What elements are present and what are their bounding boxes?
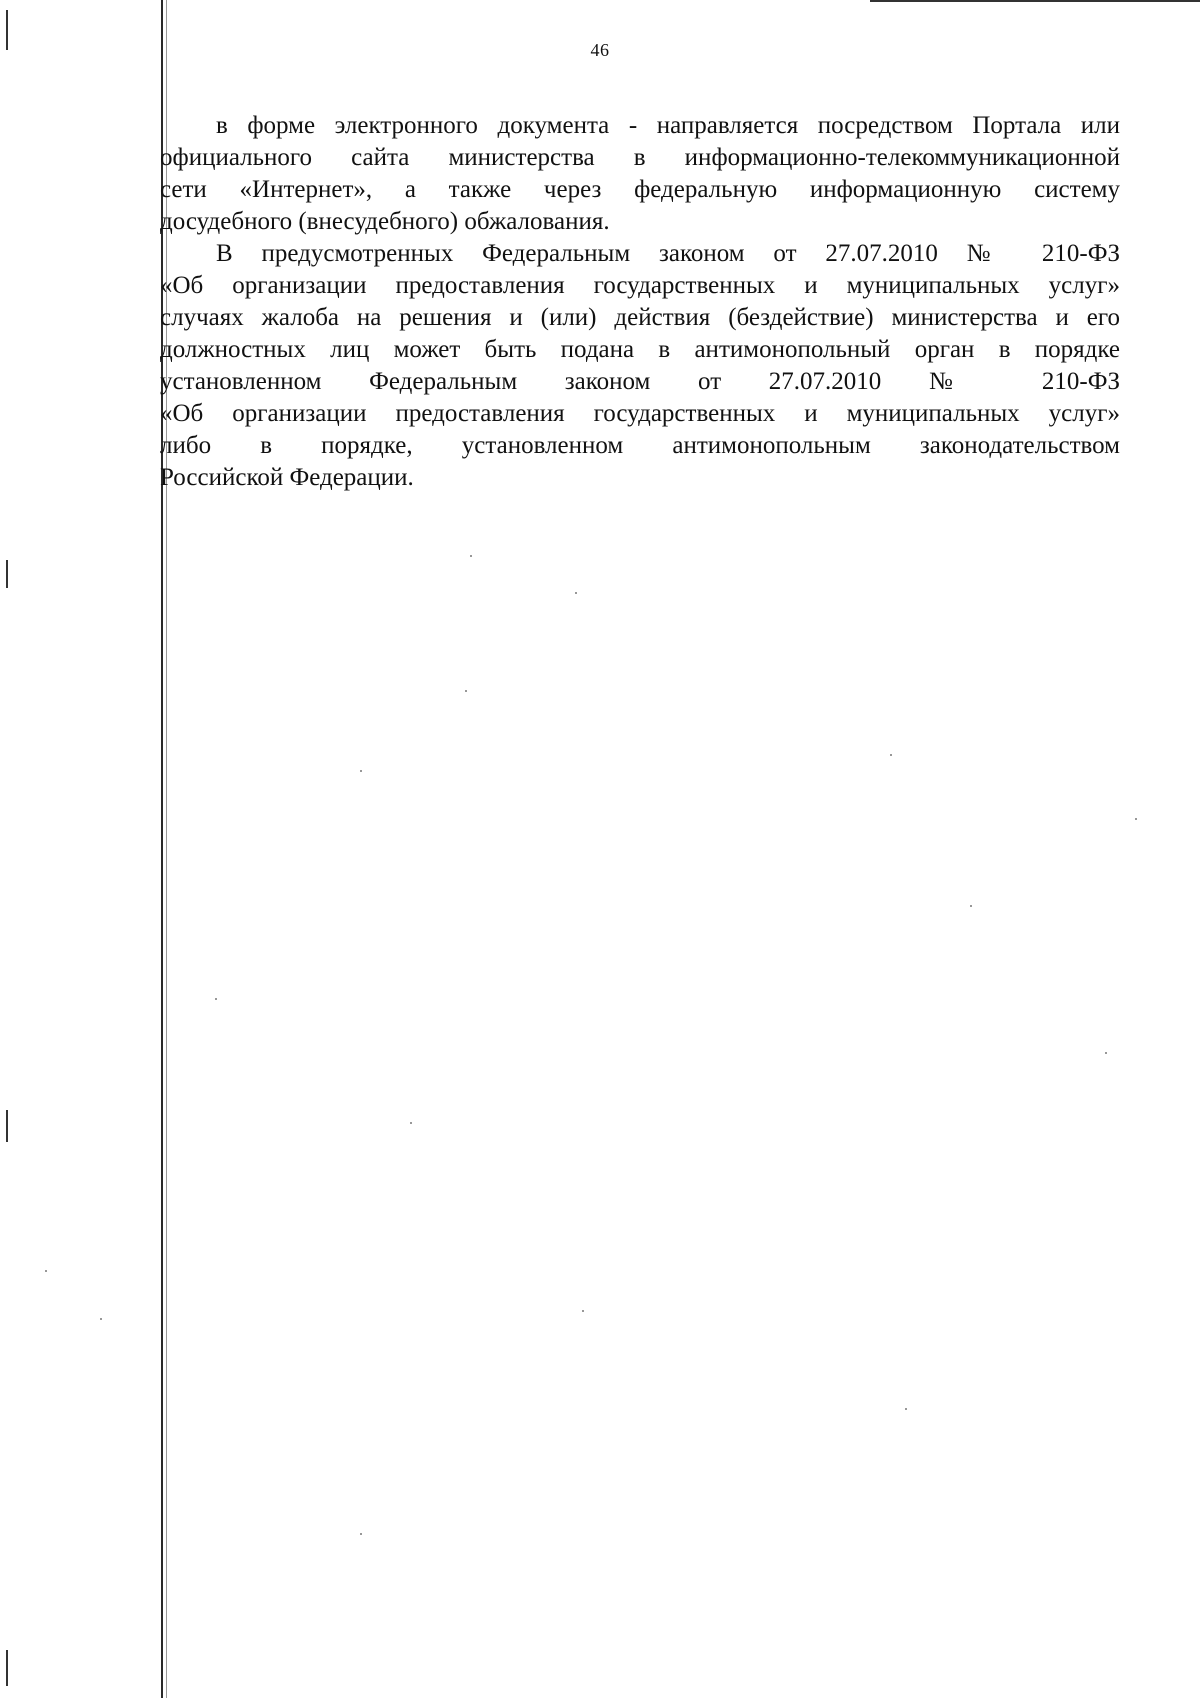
text-line: сети «Интернет», а также через федеральную информационную систему (160, 176, 1120, 203)
page-number: 46 (590, 40, 610, 60)
scan-speck (1105, 1052, 1107, 1054)
scan-speck (890, 754, 892, 756)
scan-speck (215, 998, 217, 1000)
text-line: досудебного (внесудебного) обжалования. (160, 208, 610, 235)
scan-top-rule (870, 0, 1200, 2)
scan-speck (360, 770, 362, 772)
scan-speck (45, 1270, 47, 1272)
scan-speck (100, 1318, 102, 1320)
scan-speck (470, 555, 472, 557)
text-line: официального сайта министерства в информационно-телекоммуникационной (160, 144, 1120, 171)
text-line: «Об организации предоставления государственных и муниципальных услуг» (160, 400, 1120, 427)
scan-speck (905, 1408, 907, 1410)
scan-edge-mark (6, 560, 8, 588)
text-line: либо в порядке, установленном антимонопольным законодательством (160, 432, 1120, 459)
scan-speck (582, 1310, 584, 1312)
text-line: установленном Федеральным законом от 27.07.2010 № 210-ФЗ (160, 368, 1120, 395)
scan-speck (410, 1122, 412, 1124)
text-line: В предусмотренных Федеральным законом от 27.07.2010 № 210-ФЗ (216, 240, 1120, 267)
text-line: в форме электронного документа - направляется посредством Портала или (216, 112, 1120, 139)
scan-edge-mark (6, 1650, 8, 1686)
body-text (160, 110, 1120, 494)
scan-speck (575, 592, 577, 594)
scan-speck (360, 1533, 362, 1535)
scan-speck (970, 905, 972, 907)
text-line: «Об организации предоставления государственных и муниципальных услуг» (160, 272, 1120, 299)
text-line: случаях жалоба на решения и (или) действия (бездействие) министерства и его (160, 304, 1120, 331)
scan-speck (1135, 818, 1137, 820)
text-line: должностных лиц может быть подана в антимонопольный орган в порядке (160, 336, 1120, 363)
scan-speck (465, 690, 467, 692)
scan-edge-mark (6, 1110, 8, 1142)
text-line: Российской Федерации. (160, 464, 414, 491)
